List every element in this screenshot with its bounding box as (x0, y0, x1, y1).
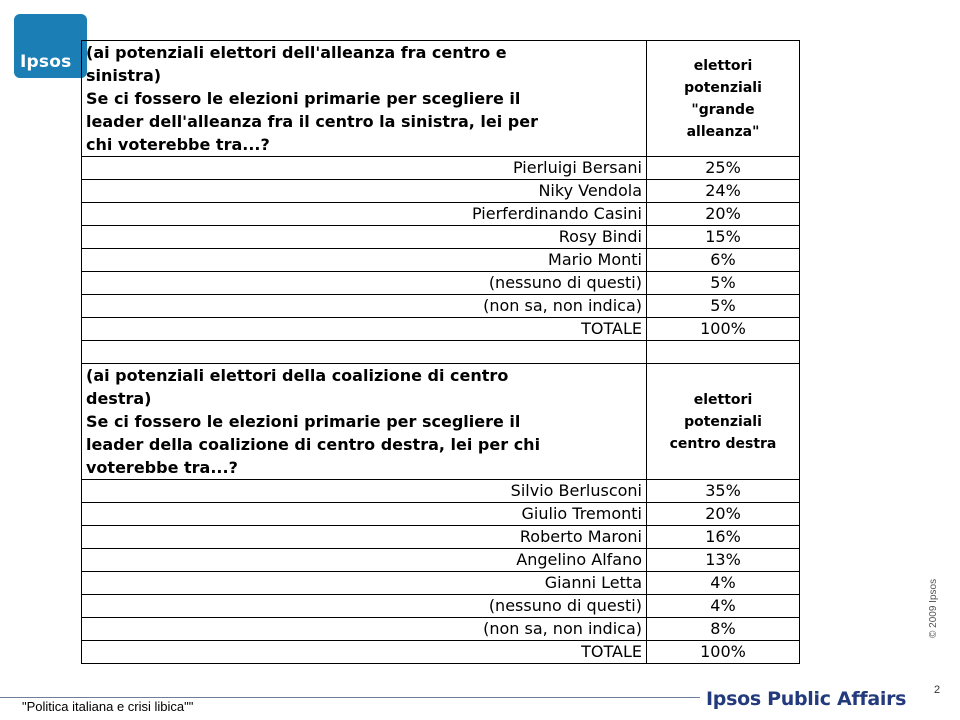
candidate-percentage: 13% (647, 549, 800, 572)
candidate-name: Roberto Maroni (82, 526, 647, 549)
question-2-line: (ai potenziali elettori della coalizione di centro (86, 366, 509, 385)
column-header-1-line: alleanza" (686, 123, 760, 140)
candidate-percentage: 35% (647, 480, 800, 503)
column-header-1 (647, 41, 800, 157)
candidate-name: TOTALE (82, 641, 647, 664)
question-2 (82, 364, 647, 480)
ipsos-logo (14, 14, 87, 78)
separator-row (82, 341, 800, 364)
table-row (82, 503, 800, 526)
question-1-line: (ai potenziali elettori dell'alleanza fra centro e (86, 43, 507, 62)
table-row (82, 157, 800, 180)
column-header-1-line: "grande (691, 101, 755, 118)
candidate-percentage: 5% (647, 295, 800, 318)
candidate-name: Gianni Letta (82, 572, 647, 595)
candidate-percentage: 100% (647, 641, 800, 664)
candidate-percentage: 16% (647, 526, 800, 549)
column-header-2-line: elettori (693, 391, 753, 408)
empty-cell (647, 341, 800, 364)
candidate-percentage: 6% (647, 249, 800, 272)
table-row (82, 641, 800, 664)
candidate-name: Angelino Alfano (82, 549, 647, 572)
candidate-percentage: 4% (647, 595, 800, 618)
table-row (82, 203, 800, 226)
table-row (82, 618, 800, 641)
question-1-line: leader dell'alleanza fra il centro la sinistra, lei per (86, 112, 538, 131)
table-row (82, 226, 800, 249)
candidate-name: Giulio Tremonti (82, 503, 647, 526)
candidate-name: Silvio Berlusconi (82, 480, 647, 503)
table-row (82, 180, 800, 203)
table-row (82, 526, 800, 549)
question-2-line: Se ci fossero le elezioni primarie per scegliere il (86, 412, 521, 431)
table-row (82, 318, 800, 341)
question-row-1 (82, 41, 800, 157)
question-2-line: destra) (86, 389, 152, 408)
table-row (82, 549, 800, 572)
question-row-2 (82, 364, 800, 480)
footer-title: "Politica italiana e crisi libica"" (22, 699, 194, 714)
question-2-line: leader della coalizione di centro destra, lei per chi (86, 435, 541, 454)
candidate-percentage: 20% (647, 503, 800, 526)
column-header-2-line: potenziali (684, 413, 762, 430)
question-1-line: chi voterebbe tra...? (86, 135, 270, 154)
survey-table (81, 40, 800, 664)
question-2-line: voterebbe tra...? (86, 458, 238, 477)
candidate-name: (non sa, non indica) (82, 295, 647, 318)
question-1 (82, 41, 647, 157)
empty-cell (82, 341, 647, 364)
brand-name: Ipsos Public Affairs (706, 688, 907, 710)
candidate-name: Rosy Bindi (82, 226, 647, 249)
copyright-text: © 2009 Ipsos (928, 578, 939, 638)
table-row (82, 480, 800, 503)
column-header-2-line: centro destra (669, 435, 777, 452)
candidate-percentage: 24% (647, 180, 800, 203)
question-1-line: sinistra) (86, 66, 162, 85)
column-header-1-line: potenziali (684, 79, 762, 96)
candidate-percentage: 20% (647, 203, 800, 226)
candidate-name: (nessuno di questi) (82, 595, 647, 618)
candidate-name: Niky Vendola (82, 180, 647, 203)
candidate-name: Mario Monti (82, 249, 647, 272)
candidate-name: TOTALE (82, 318, 647, 341)
footer-divider (0, 697, 700, 698)
column-header-2 (647, 364, 800, 480)
candidate-name: (non sa, non indica) (82, 618, 647, 641)
candidate-name: Pierferdinando Casini (82, 203, 647, 226)
table-row (82, 249, 800, 272)
candidate-percentage: 100% (647, 318, 800, 341)
question-1-line: Se ci fossero le elezioni primarie per scegliere il (86, 89, 521, 108)
candidate-percentage: 8% (647, 618, 800, 641)
candidate-percentage: 25% (647, 157, 800, 180)
page-number: 2 (934, 684, 941, 696)
logo-text: Ipsos (20, 52, 72, 72)
table-row (82, 295, 800, 318)
candidate-percentage: 4% (647, 572, 800, 595)
candidate-percentage: 5% (647, 272, 800, 295)
table-row (82, 572, 800, 595)
table-row (82, 272, 800, 295)
table-row (82, 595, 800, 618)
candidate-name: Pierluigi Bersani (82, 157, 647, 180)
column-header-1-line: elettori (693, 57, 753, 74)
candidate-percentage: 15% (647, 226, 800, 249)
candidate-name: (nessuno di questi) (82, 272, 647, 295)
